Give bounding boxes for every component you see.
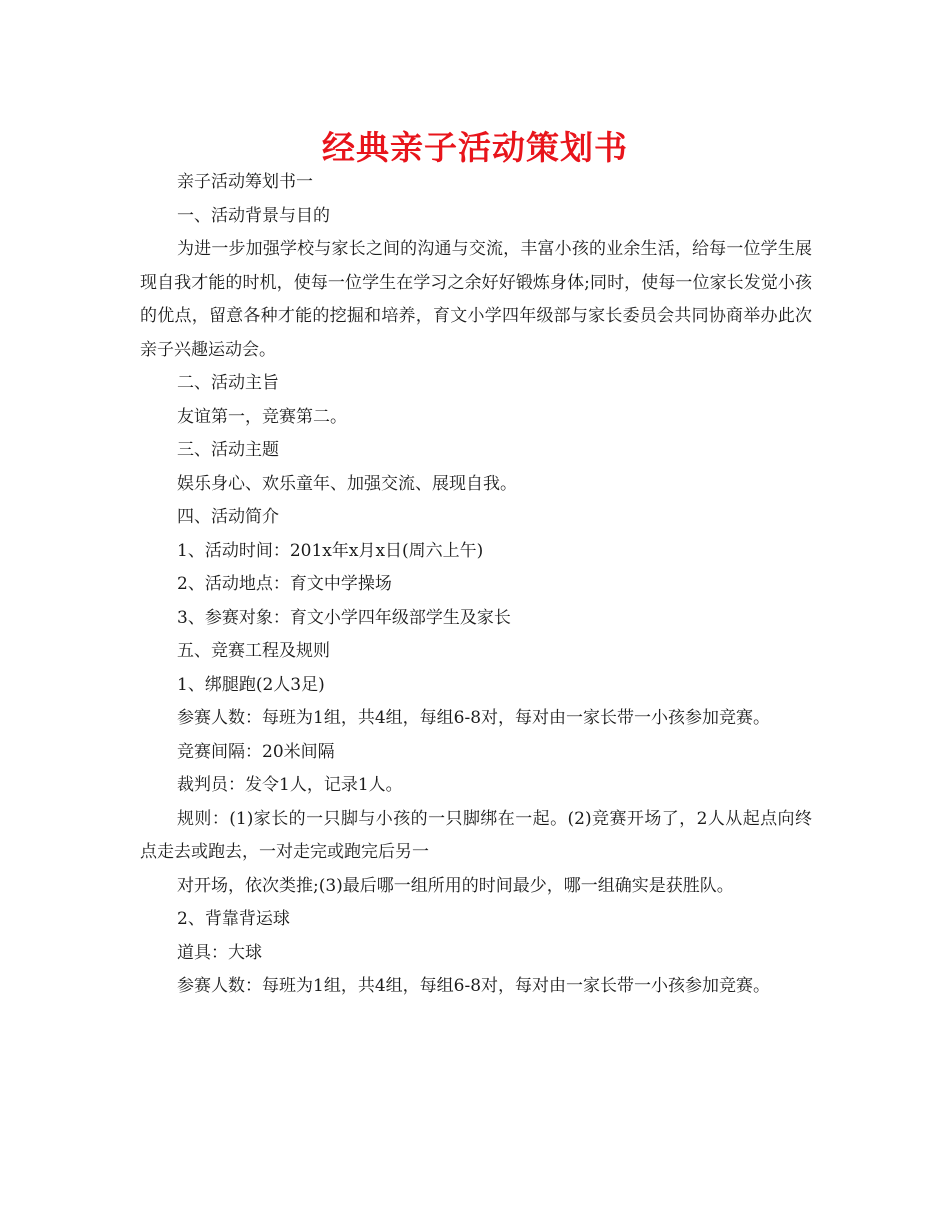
paragraph: 为进一步加强学校与家长之间的沟通与交流，丰富小孩的业余生活，给每一位学生展现自我才能的时机，使每一位学生在学习之余好好锻炼身体;同时，使每一位家长发觉小孩的优点，留意各种才能的挖掘和培养，育文小学四年级部与家长委员会共同协商举办此次亲子兴趣运动会。 xyxy=(140,239,812,360)
paragraph: 1、活动时间：201x年x月x日(周六上午) xyxy=(177,540,484,561)
paragraph: 对开场，依次类推;(3)最后哪一组所用的时间最少，哪一组确实是获胜队。 xyxy=(177,875,734,896)
paragraph: 道具：大球 xyxy=(177,942,262,963)
paragraph: 亲子活动筹划书一 xyxy=(177,172,313,192)
paragraph: 3、参赛对象：育文小学四年级部学生及家长 xyxy=(177,607,511,628)
section-heading: 二、活动主旨 xyxy=(177,373,279,393)
paragraph: 裁判员：发令1人，记录1人。 xyxy=(177,775,403,795)
paragraph: 娱乐身心、欢乐童年、加强交流、展现自我。 xyxy=(177,473,517,494)
paragraph: 参赛人数：每班为1组，共4组，每组6-8对，每对由一家长带一小孩参加竞赛。 xyxy=(177,708,771,728)
paragraph: 友谊第一，竞赛第二。 xyxy=(177,406,347,427)
paragraph: 竞赛间隔：20米间隔 xyxy=(177,741,335,762)
section-heading: 一、活动背景与目的 xyxy=(177,205,330,226)
paragraph: 规则：(1)家长的一只脚与小孩的一只脚绑在一起。(2)竞赛开场了，2人从起点向终点走去或跑去，一对走完或跑完后另一 xyxy=(140,808,812,862)
paragraph: 1、绑腿跑(2人3足) xyxy=(177,674,325,695)
document-body xyxy=(140,166,812,1004)
section-heading: 三、活动主题 xyxy=(177,440,279,460)
section-heading: 四、活动简介 xyxy=(177,507,279,527)
paragraph: 2、背靠背运球 xyxy=(177,909,290,929)
section-heading: 五、竞赛工程及规则 xyxy=(177,641,330,661)
paragraph: 2、活动地点：育文中学操场 xyxy=(177,574,392,594)
paragraph: 参赛人数：每班为1组，共4组，每组6-8对，每对由一家长带一小孩参加竞赛。 xyxy=(177,976,771,996)
document-title: 经典亲子活动策划书 xyxy=(322,128,628,167)
